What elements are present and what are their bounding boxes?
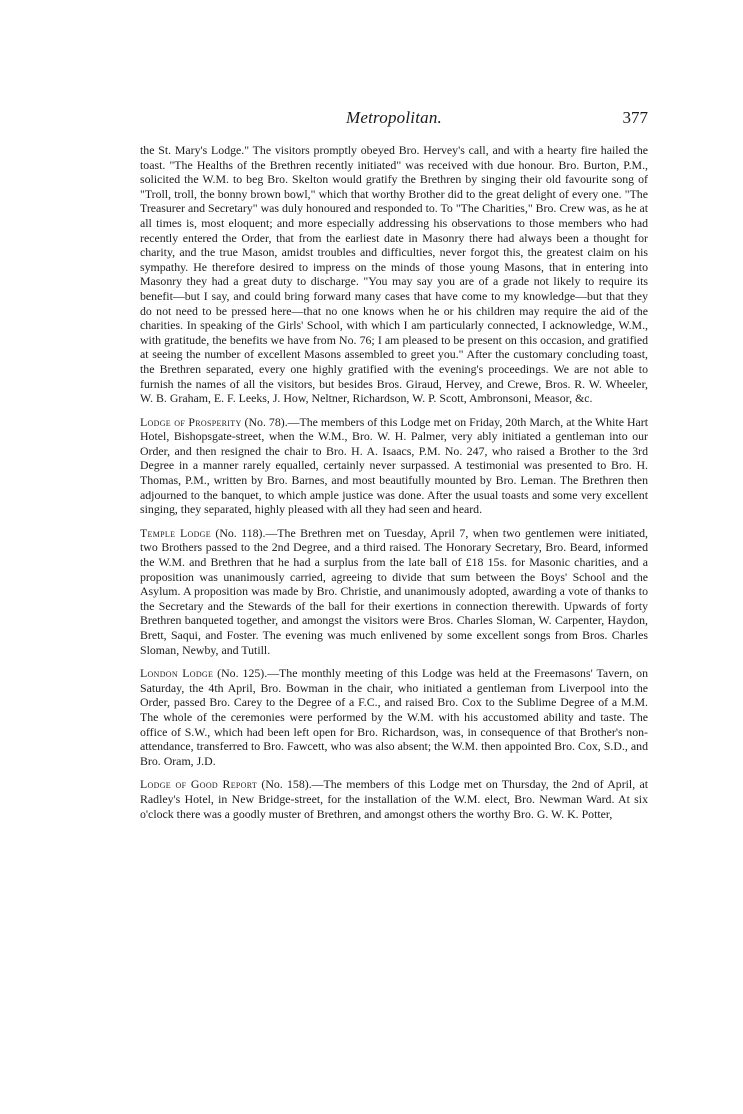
section-heading: Temple Lodge: [140, 525, 211, 540]
paragraph-lodge-of-good-report: [140, 777, 648, 821]
paragraph-temple-lodge: [140, 526, 648, 657]
paragraph-text: (No. 158).—The members of this Lodge met on Thursday, the 2nd of April, at Radley's Hotel, in New Bridge-street, for the installation of the W.M. elect, Bro. Newman Ward. At six o'clock there was a goodly muster of Brethren, and amongst others the worthy Bro. G. W. K. Potter,: [140, 777, 648, 821]
paragraph-text: (No. 118).—The Brethren met on Tuesday, April 7, when two gentlemen were initiated, two Brothers passed to the 2nd Degree, and a third raised. The Honorary Secretary, Bro. Beard, informed the W.M. and Brethren that he had a surplus from the late ball of £18 15s. for Masonic charities, and a proposition was unanimously carried, agreeing to divide that sum between the Boys' School and the Asylum. A proposition was made by Bro. Christie, and unanimously adopted, awarding a vote of thanks to the Secretary and the Stewards of the ball for their exertions in connection therewith. Upwards of forty Brethren banqueted together, and amongst the visitors were Bros. Charles Sloman, W. Carpenter, Haydon, Brett, Saqui, and Foster. The evening was much enlivened by some excellent songs from Bros. Charles Sloman, Newby, and Tutill.: [140, 525, 648, 657]
paragraph-text: the St. Mary's Lodge." The visitors promptly obeyed Bro. Hervey's call, and with a hearty fire hailed the toast. "The Healths of the Brethren recently initiated" was received with due honour. Bro. Burton, P.M., solicited the W.M. to beg Bro. Skelton would gratify the Brethren by singing their old favourite song of "Troll, troll, the bonny brown bowl," which that worthy Brother did to the great delight of every one. "The Treasurer and Secretary" was duly honoured and responded to. To "The Charities," Bro. Crew was, as he at all times is, most eloquent; and more especially addressing his observations to those members who had recently entered the Order, that from the earliest date in Masonry there had always been a thought for charity, and the true Mason, amidst troubles and difficulties, never forgot this, the greatest claim on his sympathy. He therefore desired to impress on the minds of those young Masons, that in entering into Masonry they had a great duty to discharge. "You may say you are of a grade not likely to require its benefit—but I say, and could bring forward many cases that have come to my knowledge—but that they do not need to be pressed here—that no one knows when he or his children may require the aid of the charities. In speaking of the Girls' School, with which I am particularly connected, I acknowledge, W.M., with gratitude, the benefits we have from No. 76; I am pleased to be present on this occasion, and gratified at seeing the number of excellent Masons assembled to greet you." After the customary concluding toast, the Brethren separated, every one highly gratified with the evening's proceedings. We are not able to furnish the names of all the visitors, but besides Bros. Giraud, Hervey, and Crewe, Bros. R. W. Wheeler, W. B. Graham, E. F. Leeks, J. How, Neltner, Richardson, W. P. Scott, Ambronsoni, Measor, &c.: [140, 143, 648, 406]
section-heading: Lodge of Good Report: [140, 777, 258, 792]
running-title: Metropolitan.: [346, 108, 442, 127]
paragraph-lodge-of-prosperity: [140, 415, 648, 517]
section-heading: Lodge of Prosperity: [140, 414, 242, 429]
page-number: 377: [622, 108, 648, 127]
section-heading: London Lodge: [140, 666, 214, 681]
page-header: [140, 108, 648, 132]
paragraph-text: (No. 78).—The members of this Lodge met on Friday, 20th March, at the White Hart Hotel, Bishopsgate-street, when the W.M., Bro. W. H. Palmer, very ably initiated a gentleman into our Order, and then resigned the chair to Bro. H. A. Isaacs, P.M. No. 247, who raised a Brother to the 3rd Degree in a manner rarely equalled, certainly never surpassed. A testimonial was presented to Bro. H. Thomas, P.M., written by Bro. Barnes, and most beautifully mounted by Bro. Leman. The Brethren then adjourned to the banquet, to which ample justice was done. After the usual toasts and some very excellent singing, they separated, highly pleased with all they had seen and heard.: [140, 414, 648, 517]
paragraph-text: (No. 125).—The monthly meeting of this Lodge was held at the Freemasons' Tavern, on Saturday, the 4th April, Bro. Bowman in the chair, who initiated a gentleman from Liverpool into the Order, passed Bro. Carey to the Degree of a F.C., and raised Bro. Cox to the Sublime Degree of a M.M. The whole of the ceremonies were performed by the W.M. with his accustomed ability and taste. The office of S.W., which had been left open for Bro. Richardson, was, in consequence of that Brother's non-attendance, transferred to Bro. Fawcett, who was also absent; the W.M. then appointed Bro. Cox, S.D., and Bro. Oram, J.D.: [140, 666, 649, 768]
article-body: [140, 143, 648, 830]
paragraph-continuation: [140, 143, 648, 406]
paragraph-london-lodge: [140, 666, 648, 768]
